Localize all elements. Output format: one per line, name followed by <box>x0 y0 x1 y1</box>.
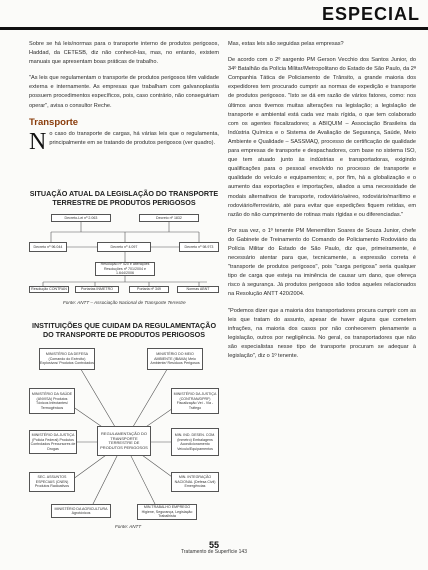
min-industria-box: MIN. IND. DESEN. COM. (Inmetro) Embalagens Acondicionamento Veículo/Equipamentos <box>171 428 219 456</box>
legislation-figure <box>29 190 219 310</box>
paragraph: De acordo com o 2º sargento PM Gerson Vecchio dos Santos Junior, do 34º Batalhão da Polícia Militar/Metropolitano do Estado de São Paulo, da 2ª Companhia Tática de Policiamento de Trânsito, a grande maioria dos expedidores tem procurado cumprir as normas de expedição e transporte de produtos perigosos. "Isto se dá em razão de vários fatores, como: nos últimos anos tivemos muitas alterações na legislação; a legislação de transporte e ambiental está cada vez mais rígida, o que tem colaborado com os agentes fiscalizadores; a ABIQUIM – Associação Brasileira da Indústria Química e o Sistema de Avaliação de Segurança, Saúde, Meio Ambiente e Qualidade – SASSMAQ, processo de certificação de qualidade para empresas de transporte e despachadores, com base no sistema ISO, que tem atuado junto às indústrias e transportadoras, exigindo qualificações para o pessoal envolvido no processo de transporte e qualidade do veículo e equipamentos; e, por fim, há a globalização e o aumento das exportações e importações, aliados a uma necessidade de modais alternativos de transporte, rodoviário/aéreo, rodoviário/marítimo e rodoviário/ferroviário, até para evitar que expedições fiquem retidas, em razão do não cumprimento de rotinas mais rígidas e ou diferenciadas." <box>228 57 416 218</box>
decreto-4097-box: Decreto nº 4.097 <box>97 242 151 252</box>
resolucao-contran-box: Resolução CONTRAN <box>29 286 69 293</box>
min-integracao-box: MIN. INTEGRAÇÃO NACIONAL (Defesa Civil) Emergências <box>171 472 219 492</box>
ministerio-meio-ambiente-box: MINISTÉRIO DO MEIO AMBIENTE (IBAMA) Meio Ambiente/ Resíduos Perigosos <box>147 348 203 370</box>
paragraph: Mas, estas leis são seguidas pelas empresas? <box>228 41 344 47</box>
paragraph: Sobre se há leis/normas para o transporte interno de produtos perigosos, Haddad, da CETESB, diz não conhecê-las, mas, no entanto, existem manuais que apresentam boas práticas de trabalho. <box>29 41 219 66</box>
page-header <box>0 0 428 30</box>
ministerio-agricultura-box: MINISTÉRIO DA AGRICULTURA Agrotóxicos <box>51 504 111 518</box>
right-column <box>228 40 416 368</box>
resolucao-420-box: Resolução nº 420 e alterações Resoluções nº 701/2004 e 1.644/2006 <box>95 262 155 276</box>
normas-abnt-box: Normas ABNT <box>177 286 219 293</box>
section-title: ESPECIAL <box>321 4 420 24</box>
decreto-98973-box: Decreto nº 98.973 <box>179 242 219 252</box>
ministerio-justica-contran-box: MINISTÉRIO DA JUSTIÇA (CONTRAN/DPRF) Fiscalização Veí - Via - Tráfego <box>171 388 219 414</box>
portarias-inmetro-box: Portarias INMETRO <box>75 286 119 293</box>
header-rule <box>0 27 428 30</box>
ministerio-saude-box: MINISTÉRIO DA SAÚDE (ANVISA) Produtos Tóxicos Infectantes/ Termogênicos <box>29 388 75 414</box>
transport-paragraph-block <box>29 128 219 155</box>
figure-title: INSTITUIÇÕES QUE CUIDAM DA REGULAMENTAÇÃO DO TRANSPORTE DE PRODUTOS PERIGOSOS <box>31 321 217 339</box>
ministerio-justica-pf-box: MINISTÉRIO DA JUSTIÇA (Polícia Federal) Produtos Controlados Precursores de Drogas <box>29 430 77 454</box>
paragraph: "As leis que regulamentam o transporte de produtos perigosos têm validade externa e internamente. As empresas que trabalham com galvanoplastia possuem procedimentos específicos, pois, caso contrário, não conseguiriam operar", avisa o consultor Reche. <box>29 75 219 109</box>
section-heading: Transporte <box>29 116 79 128</box>
left-column <box>29 40 219 153</box>
paragraph: o caso do transporte de cargas, há várias leis que o regulamenta, principalmente em se tratando de produtos perigosos (ver quadro). <box>49 130 219 146</box>
figure-caption: Fonte: ANTT – Associação Nacional de Transporte Terrestre <box>63 300 186 305</box>
figure-caption: Fonte: ANTT <box>115 524 142 529</box>
paragraph: Por sua vez, o 1º tenente PM Menemilton Soares de Souza Junior, chefe do Gabinete de Treinamento do Comando de Policiamento Rodoviário da Polícia Militar do Estado de São Paulo, diz que, primeiramente, é necessário atentar para que, tecnicamente, a expressão correta é "transporte de produtos perigosos", pois "carga perigosa" seria qualquer tipo de carga que esteja na iminência de causar um dano, que ofereça risco à segurança. Já produtos perigosos são todos aqueles relacionados na Resolução ANTT 420/2004. <box>228 227 416 298</box>
page-number: 55 <box>208 540 219 550</box>
decreto-96044-box: Decreto nº 96.044 <box>29 242 67 252</box>
sec-assuntos-especiais-box: SEC. ASSUNTOS ESPECIAIS (CNEN) Produtos Radioativos <box>29 472 75 492</box>
page-footer <box>0 540 428 555</box>
portaria-349-box: Portaria nº 349 <box>129 286 169 293</box>
min-trabalho-box: MIN.TRABALHO EMPREGO Higiene, Segurança, Legislação Trabalhista <box>137 504 197 520</box>
institutions-figure <box>29 322 219 532</box>
publication-name: Tratamento de Superfície 143 <box>181 549 247 555</box>
decreto-lei-2063-box: Decreto-Lei nº 2.063 <box>51 214 111 222</box>
decreto-1832-box: Decreto nº 1832 <box>139 214 199 222</box>
figure-title: SITUAÇÃO ATUAL DA LEGISLAÇÃO DO TRANSPORTE TERRESTRE DE PRODUTOS PERIGOSOS <box>29 189 219 207</box>
paragraph: "Podemos dizer que a maioria dos transportadores procura cumprir com as leis que tratam do assunto, apesar de haver alguns que cometem infrações, na maioria dos casos por não conhecerem plenamente a legislação, outros por negligência. No geral, os transportadores que não são especialistas nesse tipo de transporte procuram se adequar à legislação", diz o 1º tenente. <box>228 307 416 359</box>
center-regulation-box: REGULAMENTAÇÃO DO TRANSPORTE TERRESTRE DE PRODUTOS PERIGOSOS <box>97 426 151 456</box>
dropcap: N <box>29 128 47 155</box>
ministerio-defesa-box: MINISTÉRIO DA DEFESA (Comando do Exército) Explosivos/ Produtos Controlados <box>39 348 95 370</box>
